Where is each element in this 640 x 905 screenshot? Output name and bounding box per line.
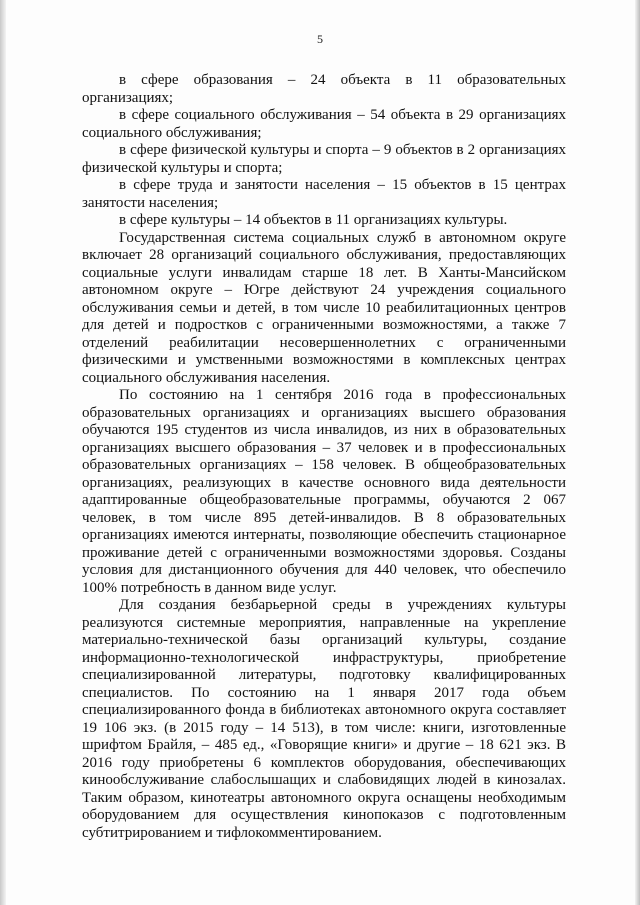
scan-edge-right — [635, 0, 640, 905]
paragraph-social-services-system: Государственная система социальных служб в автономном округе включает 28 организаций социального обслуживания, предоставляющих социальные услуги инвалидам старше 18 лет. В Ханты-Мансийском автономном округе – Югре действуют 24 учреждения социального обслуживания семьи и детей, в том числе 10 реабилитационных центров для детей и подростков с ограниченными возможностями, а также 7 отделений реабилитации несовершеннолетних с ограниченными физическими и умственными возможностями в комплексных центрах социального обслуживания населения. — [82, 229, 566, 386]
paragraph-sport-objects: в сфере физической культуры и спорта – 9 объектов в 2 организациях физической культуры и спорта; — [82, 142, 566, 176]
page-number: 5 — [317, 32, 323, 46]
body-text — [82, 72, 566, 842]
paragraph-social-service-objects: в сфере социального обслуживания – 54 объекта в 29 организациях социального обслуживания; — [82, 107, 566, 141]
paragraph-education-status: По состоянию на 1 сентября 2016 года в профессиональных образовательных организациях и организациях высшего образования обучаются 195 студентов из числа инвалидов, из них в образовательных организациях высшего образования – 37 человек и в профессиональных образовательных организациях – 158 человек. В общеобразовательных организациях, реализующих в качестве основного вида деятельности адаптированные общеобразовательные программы, обучаются 2 067 человек, в том числе 895 детей-инвалидов. В 8 образовательных организациях имеются интернаты, позволяющие обеспечить стационарное проживание детей с ограниченными возможностями здоровья. Созданы условия для дистанционного обучения для 440 человек, что обеспечило 100% потребность в данном виде услуг. — [82, 387, 566, 596]
paragraph-education-objects: в сфере образования – 24 объекта в 11 образовательных организациях; — [82, 72, 566, 106]
paragraph-culture-objects: в сфере культуры – 14 объектов в 11 организациях культуры. — [119, 212, 508, 228]
paragraph-employment-objects: в сфере труда и занятости населения – 15 объектов в 15 центрах занятости населения; — [82, 177, 566, 211]
paragraph-barrier-free-culture: Для создания безбарьерной среды в учреждениях культуры реализуются системные мероприятия, направленные на укрепление материально-технической базы организаций культуры, создание информационно-технологической инфраструктуры, приобретение специализированной литературы, подготовку квалифицированных специалистов. По состоянию на 1 января 2017 года объем специализированного фонда в библиотеках автономного округа составляет 19 106 экз. (в 2015 году – 14 513), в том числе: книги, изготовленные шрифтом Брайля, – 485 ед., «Говорящие книги» и другие – 18 621 экз. В 2016 году приобретены 6 комплектов оборудования, обеспечивающих кинообслуживание слабослышащих и слабовидящих людей в кинозалах. Таким образом, кинотеатры автономного округа оснащены необходимым оборудованием для осуществления кинопоказов с подготовленным субтитрированием и тифлокомментированием. — [82, 597, 566, 841]
scan-edge-left — [0, 0, 6, 905]
